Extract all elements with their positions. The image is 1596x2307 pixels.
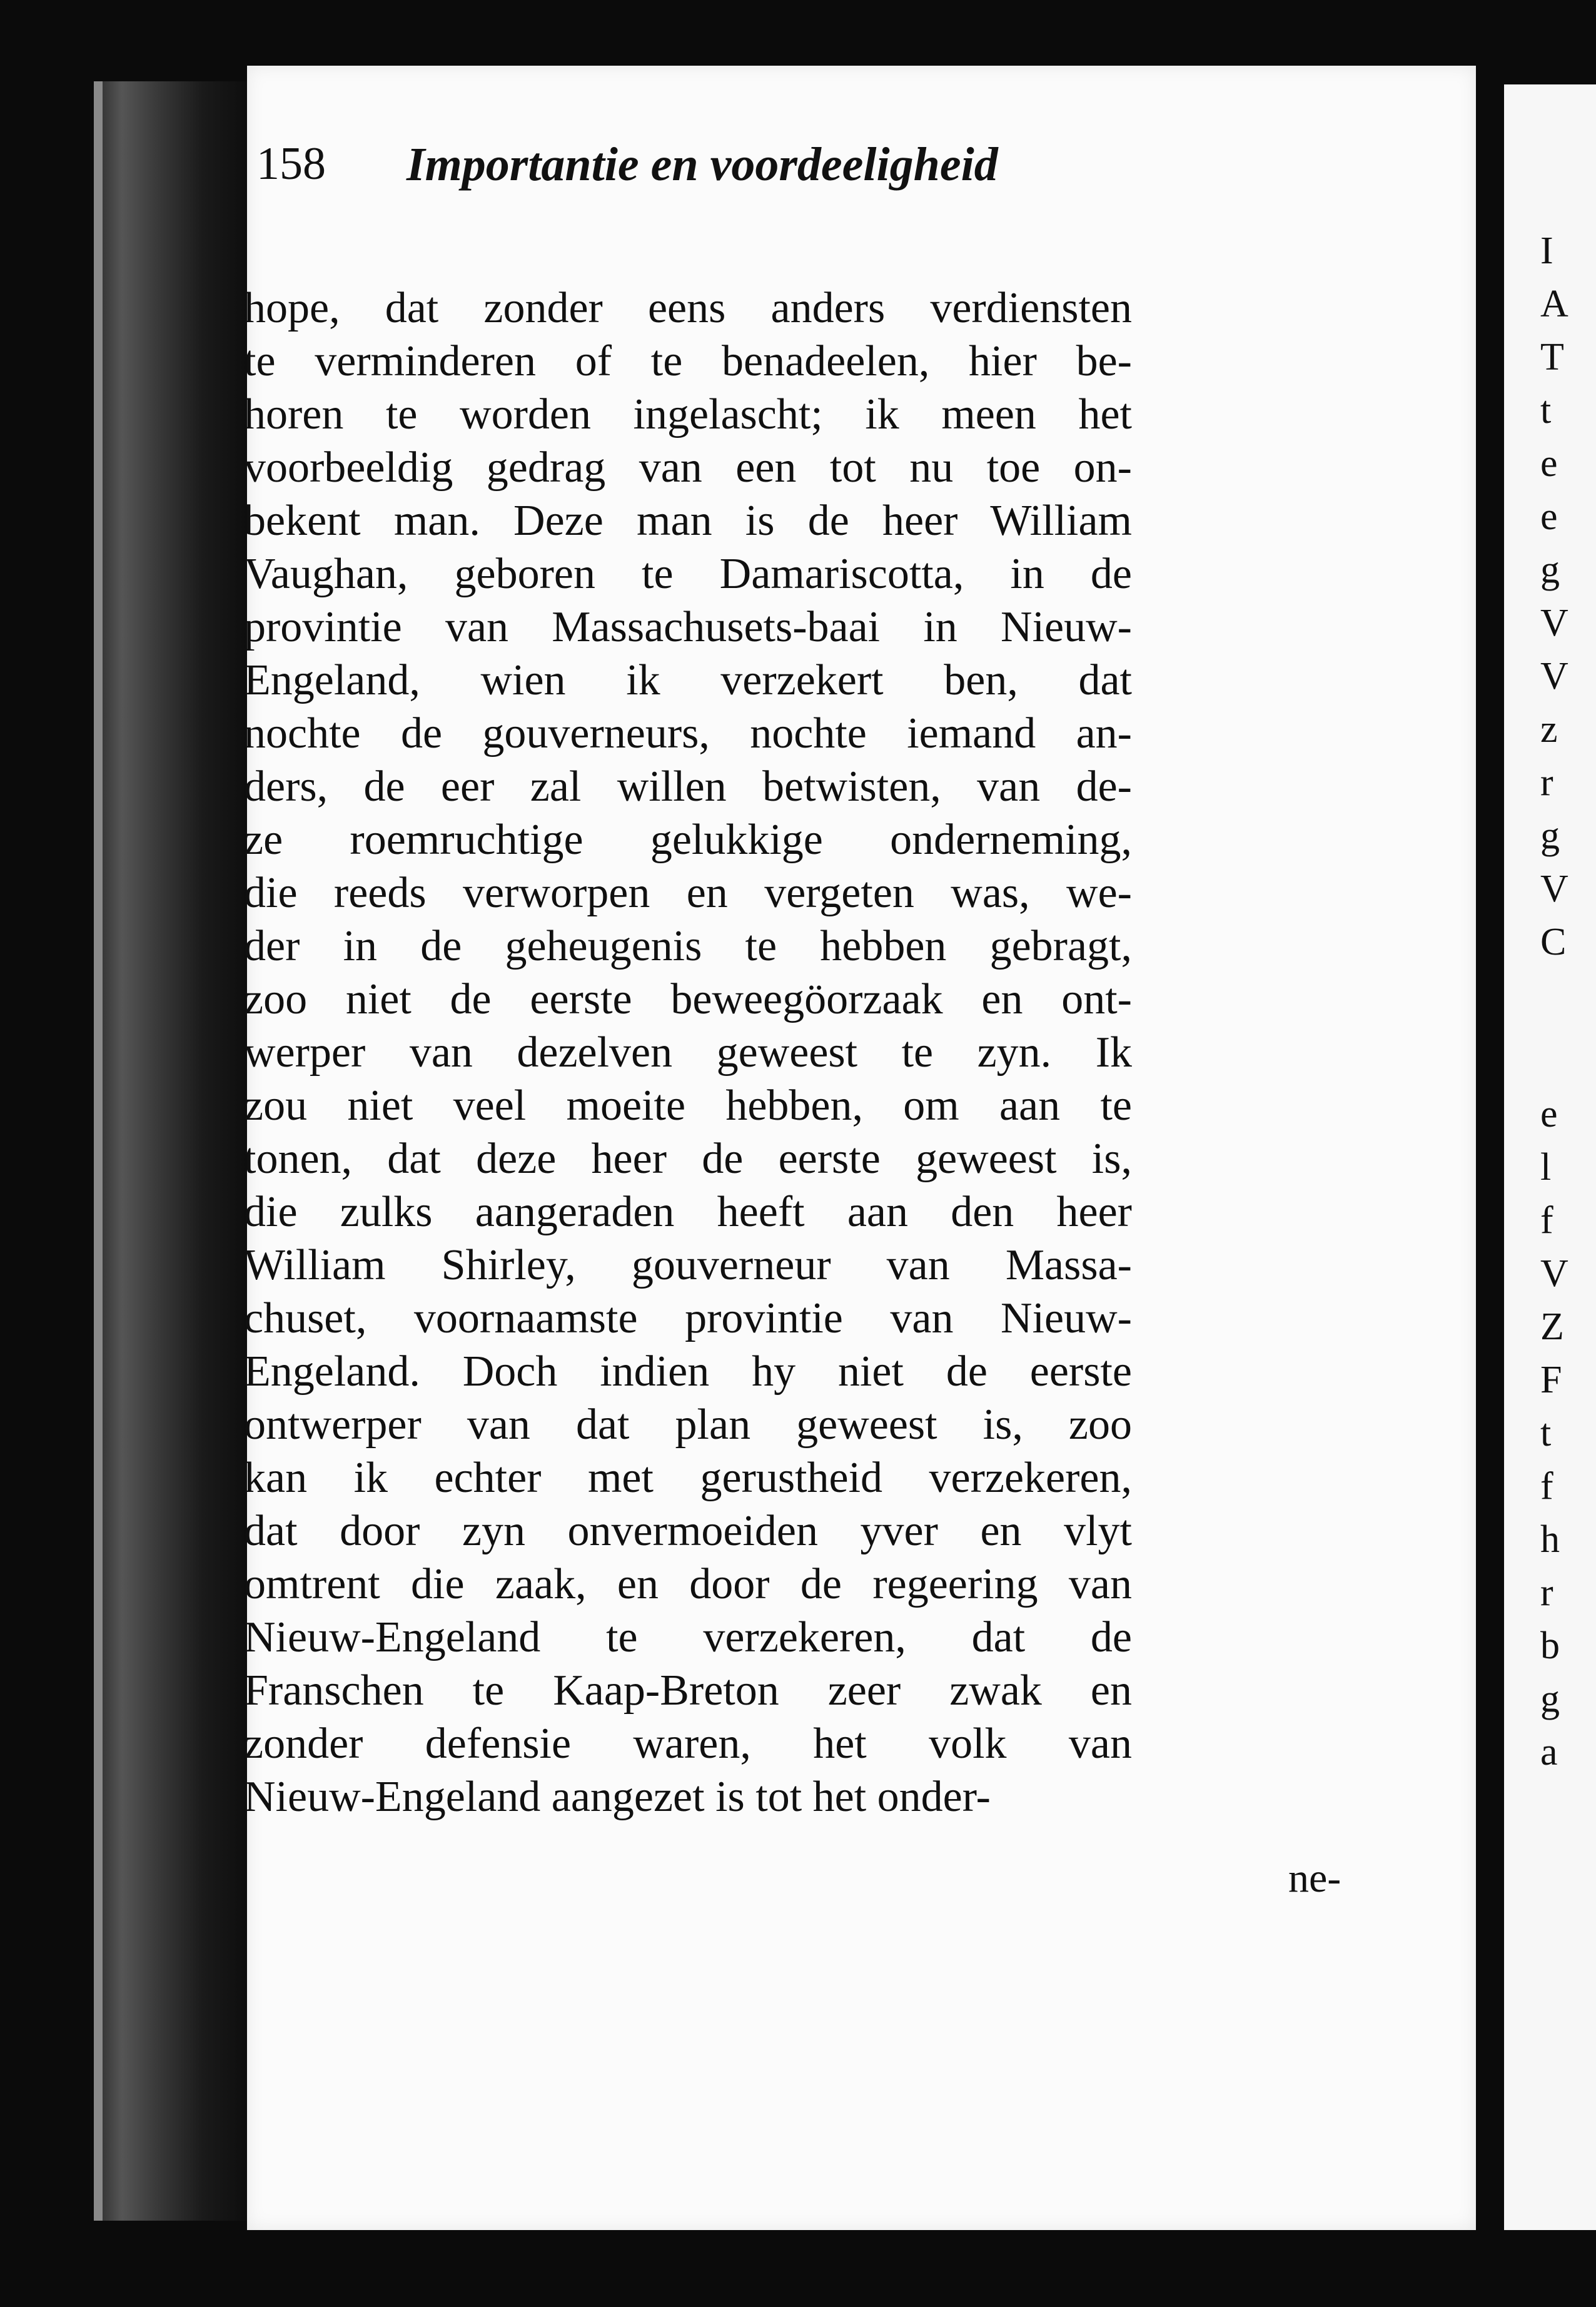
next-page-letter: t	[1540, 1412, 1552, 1454]
text-line: Vaughan, geboren te Damariscotta, in de	[244, 550, 1132, 598]
book-spine	[94, 81, 250, 2221]
text-line: kan ik echter met gerustheid verzekeren,	[244, 1454, 1132, 1502]
text-line: horen te worden ingelascht; ik meen het	[244, 390, 1132, 439]
text-line: ders, de eer zal willen betwisten, van de-	[244, 763, 1132, 811]
next-page-letter: f	[1540, 1465, 1553, 1508]
text-line: Engeland, wien ik verzekert ben, dat	[244, 656, 1132, 704]
next-page-letter: l	[1540, 1146, 1552, 1189]
text-line: die zulks aangeraden heeft aan den heer	[244, 1188, 1132, 1236]
running-head	[256, 138, 1107, 206]
text-line: ontwerper van dat plan geweest is, zoo	[244, 1401, 1132, 1449]
next-page-letter: I	[1540, 230, 1553, 272]
text-line: dat door zyn onvermoeiden yver en vlyt	[244, 1507, 1132, 1555]
text-line: ze roemruchtige gelukkige onderneming,	[244, 816, 1132, 864]
next-page-letter: A	[1540, 283, 1568, 325]
next-page-letter: F	[1540, 1359, 1562, 1401]
next-page-letter: Z	[1540, 1306, 1564, 1348]
text-line: omtrent die zaak, en door de regeering van	[244, 1560, 1132, 1608]
running-head-title: Importantie en voordeeligheid	[407, 138, 998, 191]
text-line: voorbeeldig gedrag van een tot nu toe on-	[244, 444, 1132, 492]
text-line: der in de geheugenis te hebben gebragt,	[244, 922, 1132, 970]
text-line: Nieuw-Engeland te verzekeren, dat de	[244, 1613, 1132, 1661]
next-page-letter: V	[1540, 1252, 1568, 1295]
next-page-letter: V	[1540, 602, 1568, 644]
next-page-letter: g	[1540, 549, 1560, 591]
next-page-letter: V	[1540, 655, 1568, 697]
text-line: te verminderen of te benadeelen, hier be-	[244, 337, 1132, 385]
text-line: bekent man. Deze man is de heer William	[244, 497, 1132, 545]
next-page-letter: T	[1540, 336, 1564, 378]
text-line: werper van dezelven geweest te zyn. Ik	[244, 1028, 1132, 1077]
spine-edge	[94, 81, 103, 2221]
next-page-letter: h	[1540, 1518, 1560, 1561]
text-line: zoo niet de eerste beweegöorzaak en ont-	[244, 975, 1132, 1023]
catchword: ne-	[1288, 1855, 1341, 1901]
next-page-letter: z	[1540, 708, 1558, 751]
next-page-letter: f	[1540, 1199, 1553, 1242]
page-number: 158	[256, 138, 326, 190]
next-page-letter: t	[1540, 389, 1552, 432]
text-line: hope, dat zonder eens anders verdiensten	[244, 284, 1132, 332]
next-page-letter: g	[1540, 1678, 1560, 1720]
text-line: zou niet veel moeite hebben, om aan te	[244, 1082, 1132, 1130]
text-line: William Shirley, gouverneur van Massa-	[244, 1241, 1132, 1289]
text-line: Franschen te Kaap-Breton zeer zwak en	[244, 1666, 1132, 1715]
text-line: nochte de gouverneurs, nochte iemand an-	[244, 709, 1132, 758]
next-page-letter: g	[1540, 814, 1560, 857]
next-page-letter: b	[1540, 1625, 1560, 1667]
text-line: provintie van Massachusets-baai in Nieuw-	[244, 603, 1132, 651]
text-line: Engeland. Doch indien hy niet de eerste	[244, 1347, 1132, 1396]
next-page-letter: V	[1540, 868, 1568, 910]
text-line: chuset, voornaamste provintie van Nieuw-	[244, 1294, 1132, 1342]
body-text	[244, 281, 1132, 1823]
next-page-letter: a	[1540, 1731, 1558, 1773]
next-page-letter: C	[1540, 921, 1567, 963]
next-page-letter: r	[1540, 761, 1553, 804]
text-line: die reeds verworpen en vergeten was, we-	[244, 869, 1132, 917]
text-line: Nieuw-Engeland aangezet is tot het onder-	[244, 1773, 991, 1821]
next-page-letter: r	[1540, 1571, 1553, 1614]
text-line: tonen, dat deze heer de eerste geweest is,	[244, 1135, 1132, 1183]
next-page-letter: e	[1540, 1093, 1558, 1135]
next-page-letter: e	[1540, 442, 1558, 485]
text-line: zonder defensie waren, het volk van	[244, 1720, 1132, 1768]
next-page-letter: e	[1540, 495, 1558, 538]
next-page-edge	[1504, 84, 1596, 2230]
